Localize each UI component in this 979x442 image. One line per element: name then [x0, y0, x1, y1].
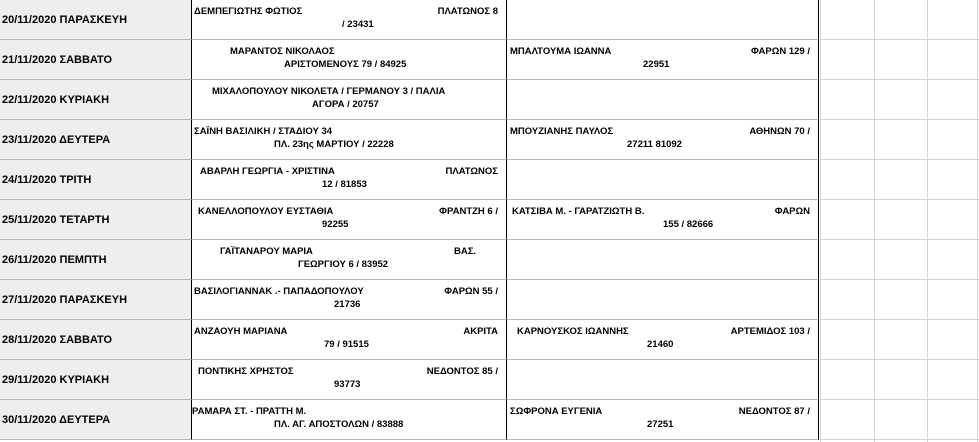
- grid-line: [820, 279, 979, 280]
- cell-text-line: 21460: [647, 339, 674, 350]
- date-cell[interactable]: 30/11/2020 ΔΕΥΤΕΡΑ: [0, 400, 191, 440]
- grid-line: [820, 39, 979, 40]
- pharmacy-cell-2[interactable]: [506, 400, 819, 440]
- pharmacy-cell-1[interactable]: [191, 280, 506, 320]
- pharmacy-cell-2[interactable]: [506, 360, 819, 400]
- cell-text-line: 27251: [647, 419, 674, 430]
- cell-text-line: 27211 81092: [627, 139, 682, 150]
- cell-text-line: ΚΑΝΕΛΛΟΠΟΥΛΟΥ ΕΥΣΤΑΘΙΑ: [198, 206, 334, 217]
- date-cell[interactable]: 29/11/2020 ΚΥΡΙΑΚΗ: [0, 360, 191, 400]
- cell-text-line: ΜΑΡΑΝΤΟΣ ΝΙΚΟΛΑΟΣ: [230, 46, 335, 57]
- cell-text-line: ΑΒΑΡΛΗ ΓΕΩΡΓΙΑ - ΧΡΙΣΤΙΝΑ: [200, 166, 335, 177]
- cell-text-line: ΚΑΤΣΙΒΑ Μ. - ΓΑΡΑΤΖΙΩΤΗ Β.: [512, 206, 645, 217]
- cell-text-line: ΦΑΡΩΝ: [774, 206, 810, 217]
- grid-line: [977, 0, 978, 442]
- cell-text-line: ΓΕΩΡΓΙΟΥ 6 / 83952: [298, 259, 389, 270]
- cell-text-line: ΒΑΣΙΛΟΓΙΑΝΝΑΚ .- ΠΑΠΑΔΟΠΟΥΛΟΥ: [194, 286, 364, 297]
- pharmacy-cell-1[interactable]: [191, 0, 506, 40]
- pharmacy-cell-1[interactable]: [191, 240, 506, 280]
- cell-text-line: ΜΠΟΥΖΙΑΝΗΣ ΠΑΥΛΟΣ: [510, 126, 614, 137]
- grid-line: [820, 0, 821, 442]
- grid-line: [820, 399, 979, 400]
- date-cell[interactable]: 22/11/2020 ΚΥΡΙΑΚΗ: [0, 80, 191, 120]
- cell-text-line: ΒΑΣ.: [454, 246, 477, 257]
- cell-text-line: ΔΕΜΠΕΓΙΩΤΗΣ ΦΩΤΙΟΣ: [194, 6, 303, 17]
- pharmacy-cell-1[interactable]: [191, 160, 506, 200]
- table-row: [0, 200, 820, 240]
- grid-line: [820, 319, 979, 320]
- grid-line: [927, 0, 928, 442]
- pharmacy-cell-1[interactable]: [191, 400, 506, 440]
- cell-text-line: ΑΡΤΕΜΙΔΟΣ 103 /: [730, 326, 810, 337]
- table-row: [0, 240, 820, 280]
- table-row: [0, 160, 820, 200]
- pharmacy-cell-2[interactable]: [506, 40, 819, 80]
- table-row: [0, 320, 820, 360]
- pharmacy-cell-2[interactable]: [506, 160, 819, 200]
- cell-text-line: ΑΘΗΝΩΝ 70 /: [749, 126, 810, 137]
- date-cell[interactable]: 21/11/2020 ΣΑΒΒΑΤΟ: [0, 40, 191, 80]
- grid-line: [820, 159, 979, 160]
- pharmacy-cell-1[interactable]: [191, 360, 506, 400]
- cell-text-line: ΠΛΑΤΩΝΟΣ 8: [437, 6, 498, 17]
- cell-text-line: ΠΛΑΤΩΝΟΣ: [445, 166, 498, 177]
- table-row: [0, 400, 820, 440]
- table-row: [0, 80, 820, 120]
- cell-text-line: ΓΑΪΤΑΝΑΡΟΥ ΜΑΡΙΑ: [220, 246, 313, 257]
- cell-text-line: ΑΡΙΣΤΟΜΕΝΟΥΣ 79 / 84925: [284, 59, 407, 70]
- cell-text-line: ΡΑΜΑΡΑ ΣΤ. - ΠΡΑΤΤΗ Μ.: [192, 406, 307, 417]
- pharmacy-cell-2[interactable]: [506, 120, 819, 160]
- cell-text-line: 12 / 81853: [322, 179, 367, 190]
- cell-text-line: ΝΕΔΟΝΤΟΣ 85 /: [426, 366, 498, 377]
- pharmacy-cell-2[interactable]: [506, 320, 819, 360]
- date-cell[interactable]: 25/11/2020 ΤΕΤΑΡΤΗ: [0, 200, 191, 240]
- cell-text-line: ΠΛ. 23ης ΜΑΡΤΙΟΥ / 22228: [274, 139, 394, 150]
- cell-text-line: ΣΑΪΝΗ ΒΑΣΙΛΙΚΗ / ΣΤΑΔΙΟΥ 34: [194, 126, 333, 137]
- cell-text-line: ΜΠΑΛΤΟΥΜΑ ΙΩΑΝΝΑ: [510, 46, 612, 57]
- cell-text-line: 22951: [643, 59, 670, 70]
- cell-text-line: ΑΝΖΑΟΥΗ ΜΑΡΙΑΝΑ: [194, 326, 288, 337]
- cell-text-line: ΚΑΡΝΟΥΣΚΟΣ ΙΩΑΝΝΗΣ: [517, 326, 629, 337]
- table-row: [0, 0, 820, 40]
- date-cell[interactable]: 23/11/2020 ΔΕΥΤΕΡΑ: [0, 120, 191, 160]
- table-row: [0, 360, 820, 400]
- date-cell[interactable]: 26/11/2020 ΠΕΜΠΤΗ: [0, 240, 191, 280]
- pharmacy-cell-2[interactable]: [506, 240, 819, 280]
- cell-text-line: ΦΑΡΩΝ 129 /: [751, 46, 810, 57]
- pharmacy-cell-2[interactable]: [506, 200, 819, 240]
- cell-text-line: ΣΩΦΡΟΝΑ ΕΥΓΕΝΙΑ: [510, 406, 603, 417]
- cell-text-line: / 23431: [342, 19, 374, 30]
- table-row: [0, 120, 820, 160]
- pharmacy-cell-2[interactable]: [506, 280, 819, 320]
- table-row: [0, 280, 820, 320]
- cell-text-line: ΦΡΑΝΤΖΗ 6 /: [439, 206, 498, 217]
- cell-text-line: 21736: [334, 299, 361, 310]
- grid-line: [820, 359, 979, 360]
- cell-text-line: 92255: [322, 219, 349, 230]
- cell-text-line: ΠΛ. ΑΓ. ΑΠΟΣΤΟΛΩΝ / 83888: [274, 419, 404, 430]
- grid-line: [820, 79, 979, 80]
- date-cell[interactable]: 28/11/2020 ΣΑΒΒΑΤΟ: [0, 320, 191, 360]
- cell-text-line: ΑΚΡΙΤΑ: [463, 326, 498, 337]
- grid-line: [820, 199, 979, 200]
- pharmacy-cell-1[interactable]: [191, 80, 506, 120]
- pharmacy-cell-2[interactable]: [506, 0, 819, 40]
- cell-text-line: ΝΕΔΟΝΤΟΣ 87 /: [738, 406, 810, 417]
- cell-text-line: 155 / 82666: [663, 219, 714, 230]
- cell-text-line: ΑΓΟΡΑ / 20757: [312, 99, 379, 110]
- pharmacy-cell-1[interactable]: [191, 120, 506, 160]
- cell-text-line: ΠΟΝΤΙΚΗΣ ΧΡΗΣΤΟΣ: [198, 366, 294, 377]
- grid-line: [820, 439, 979, 440]
- pharmacy-cell-1[interactable]: [191, 200, 506, 240]
- cell-text-line: ΜΙΧΑΛΟΠΟΥΛΟΥ ΝΙΚΟΛΕΤΑ / ΓΕΡΜΑΝΟΥ 3 / ΠΑΛΙΑ: [212, 86, 446, 97]
- pharmacy-cell-1[interactable]: [191, 320, 506, 360]
- date-cell[interactable]: 24/11/2020 ΤΡΙΤΗ: [0, 160, 191, 200]
- pharmacy-cell-2[interactable]: [506, 80, 819, 120]
- pharmacy-cell-1[interactable]: [191, 40, 506, 80]
- cell-text-line: 79 / 91515: [324, 339, 369, 350]
- date-cell[interactable]: 27/11/2020 ΠΑΡΑΣΚΕΥΗ: [0, 280, 191, 320]
- table-row: [0, 40, 820, 80]
- grid-line: [820, 119, 979, 120]
- cell-text-line: ΦΑΡΩΝ 55 /: [444, 286, 498, 297]
- grid-line: [820, 239, 979, 240]
- grid-line: [874, 0, 875, 442]
- date-cell[interactable]: 20/11/2020 ΠΑΡΑΣΚΕΥΗ: [0, 0, 191, 40]
- cell-text-line: 93773: [334, 379, 361, 390]
